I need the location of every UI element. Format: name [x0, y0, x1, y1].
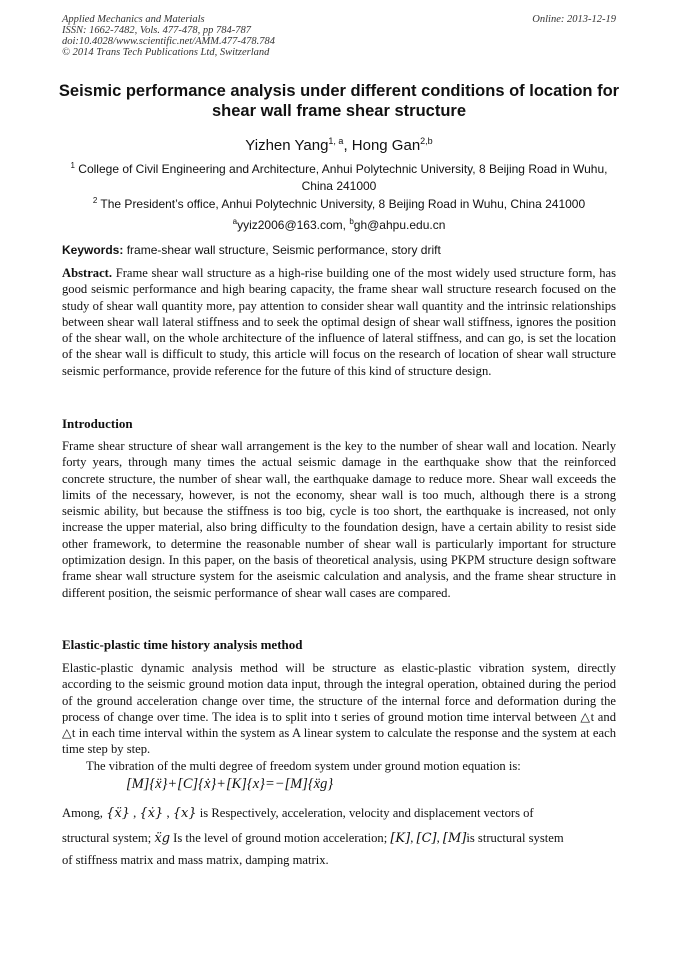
abstract-text: Frame shear wall structure as a high-rise building one of the most widely used structure form, has good seismic performance and high bearing capacity, the frame shear wall structure research focused on the study of shear wall quantity more, pay attention to consider shear wall quantity and the intrinsic relationships between shear wall lateral stiffness and to seek the optimal design of shear wall stiffness, ignores the position of the shear wall, on the whole architecture of the influence of lateral stiffness, and can go, is set the location of the shear wall is difficult to study, this article will focus on the research of location of shear wall structure seismic performance, provide reference for the future of this kind of structure design.: [62, 266, 616, 378]
abstract-label: Abstract.: [62, 266, 113, 280]
author-emails: [70, 213, 608, 234]
email-superscript: a: [232, 217, 238, 226]
keywords-label: Keywords:: [62, 243, 124, 257]
author-superscript: 2,b: [420, 136, 433, 146]
introduction-text: Frame shear structure of shear wall arrangement is the key to the number of shear wall and location. Nearly forty years, through many times the actual seismic damage in the earthquake show that the reinforced concrete structure, the number of shear wall, the earthquake damage to reduce more. Shear wall exceeds the limits of the necessary, however, is not the economy, shear wall is too much, although there is a strong seismic ability, but because the stiffness is too big, cycle is too short, the earthquake is increased, not only increase the upper material, also bring difficulty to the foundation design, have a certain ability to resist side other framework, to determine the reasonable number of shear wall is particularly important for structure optimization design. In this paper, on the basis of theoretical analysis, using PKPM structure design software frame shear wall structure system for the aseismic calculation and analysis, and the frame shear structure in different position, the seismic performance of shear wall cases are compared.: [62, 439, 616, 600]
velocity-symbol: {ẋ}: [139, 806, 164, 821]
journal-name: Applied Mechanics and Materials: [62, 14, 205, 25]
ground-acceleration-symbol: ẍg: [154, 831, 171, 846]
equation-intro: The vibration of the multi degree of freedom system under ground motion equation is:: [86, 759, 521, 773]
email-superscript: b: [349, 217, 354, 226]
structural-text-1: structural system;: [62, 831, 152, 845]
affiliation-2: [70, 192, 608, 213]
journal-issn: ISSN: 1662-7482, Vols. 477-478, pp 784-787: [62, 25, 251, 36]
affiliation-text: The President’s office, Anhui Polytechnic University, 8 Beijing Road in Wuhu, China 241000: [100, 197, 586, 211]
stiffness-symbol: [K]: [390, 831, 411, 846]
introduction-heading: Introduction: [62, 416, 133, 431]
author-list: [50, 132, 628, 155]
email-link[interactable]: gh@ahpu.edu.cn: [353, 218, 446, 232]
email-link[interactable]: yyiz2006@163.com: [237, 218, 343, 232]
abstract: [62, 265, 616, 379]
among-line: Among, {ẍ} , {ẋ} , {x} is Respectively, acceleration, velocity and displacement vectors of: [62, 806, 534, 821]
author-superscript: 1, a: [328, 136, 344, 146]
affiliation-superscript: 1: [70, 161, 75, 170]
paper-title: Seismic performance analysis under different conditions of location for shear wall frame shear structure: [58, 82, 620, 120]
journal-copyright: © 2014 Trans Tech Publications Ltd, Switzerland: [62, 47, 270, 58]
motion-equation: [M]{ẍ}+[C]{ẋ}+[K]{x}=−[M]{ẍg}: [126, 776, 334, 792]
method-text: Elastic-plastic dynamic analysis method will be structure as elastic-plastic vibration system, directly according to the seismic ground motion data input, through the integral operation, obtained during the period of the ground acceleration change over time, the structure of the internal force and deformation during the process of change over time. The idea is to split into t series of ground motion time interval between △t and △t in each time interval within the system as A linear system to calculate the response and the system at each time step by step.: [62, 661, 616, 757]
journal-header: [62, 14, 616, 58]
method-heading: Elastic-plastic time history analysis method: [62, 637, 303, 652]
journal-doi: doi:10.4028/www.scientific.net/AMM.477-478.784: [62, 36, 275, 47]
damping-symbol: [C]: [416, 831, 437, 846]
affiliation-1: [70, 157, 608, 195]
displacement-symbol: {x}: [172, 806, 197, 821]
acceleration-symbol: {ẍ}: [106, 806, 130, 821]
author-separator: ,: [343, 137, 352, 154]
author-name: Hong Gan: [351, 137, 421, 154]
online-date: Online: 2013-12-19: [532, 14, 616, 25]
matrix-description: of stiffness matrix and mass matrix, damping matrix.: [62, 853, 329, 867]
structural-text-2: Is the level of ground motion acceleration;: [173, 831, 388, 845]
mass-symbol: [M]: [442, 831, 467, 846]
structural-line: structural system; ẍg Is the level of ground motion acceleration; [K], [C], [M]is structural system: [62, 831, 564, 846]
among-text: is Respectively, acceleration, velocity and displacement vectors of: [199, 806, 534, 820]
affiliation-text: College of Civil Engineering and Architecture, Anhui Polytechnic University, 8 Beijing Road in Wuhu, China 241000: [78, 162, 608, 193]
author-name: Yizhen Yang: [245, 137, 329, 154]
keywords: [62, 242, 616, 258]
keywords-text: frame-shear wall structure, Seismic performance, story drift: [126, 243, 441, 257]
affiliation-superscript: 2: [92, 196, 98, 205]
structural-text-3: is structural system: [466, 831, 564, 845]
email-separator: ,: [342, 218, 350, 232]
among-label: Among,: [62, 806, 103, 820]
